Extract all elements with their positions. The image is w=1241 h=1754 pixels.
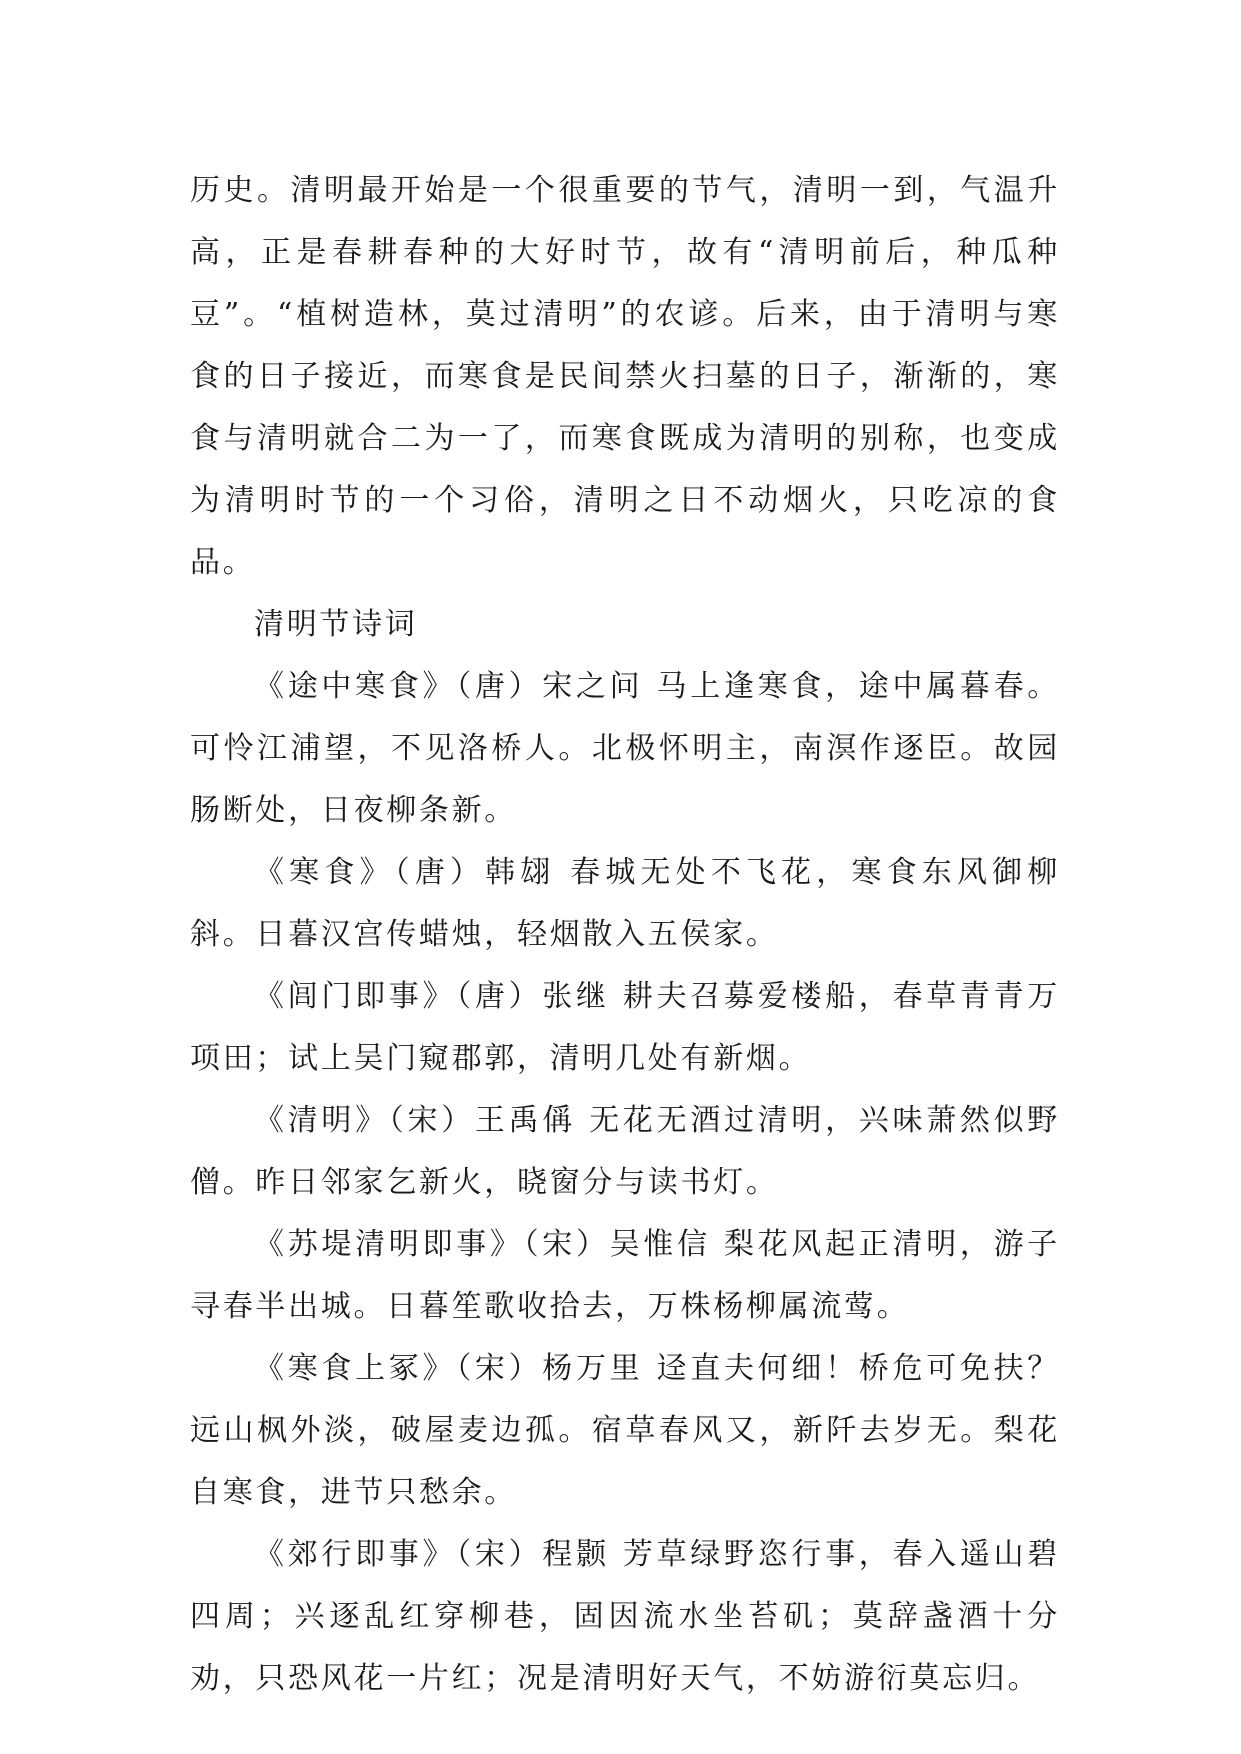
- poem-paragraph: 《寒食上冢》（宋）杨万里 迳直夫何细！桥危可免扶？远山枫外淡，破屋麦边孤。宿草春风又，新阡去岁无。梨花自寒食，进节只愁余。: [190, 1351, 1060, 1510]
- document-page: [190, 160, 1060, 1710]
- poem-paragraph: 《寒食》（唐）韩翃 春城无处不飞花，寒食东风御柳斜。日暮汉宫传蜡烛，轻烟散入五侯家。: [190, 855, 1060, 952]
- section-title: 清明节诗词: [254, 607, 418, 642]
- poem-paragraph: 《清明》（宋）王禹偁 无花无酒过清明，兴味萧然似野僧。昨日邻家乞新火，晓窗分与读书灯。: [190, 1103, 1060, 1200]
- poem-paragraph: 《郊行即事》（宋）程颢 芳草绿野恣行事，春入遥山碧四周；兴逐乱红穿柳巷，固因流水坐苔矶；莫辞盏酒十分劝，只恐风花一片红；况是清明好天气，不妨游衍莫忘归。: [190, 1537, 1060, 1696]
- intro-paragraph: 历史。清明最开始是一个很重要的节气，清明一到，气温升高，正是春耕春种的大好时节，故有“清明前后，种瓜种豆”。“植树造林，莫过清明”的农谚。后来，由于清明与寒食的日子接近，而寒食是民间禁火扫墓的日子，渐渐的，寒食与清明就合二为一了，而寒食既成为清明的别称，也变成为清明时节的一个习俗，清明之日不动烟火，只吃凉的食品。: [190, 173, 1060, 580]
- poem-paragraph: 《途中寒食》（唐）宋之问 马上逢寒食，途中属暮春。可怜江浦望，不见洛桥人。北极怀明主，南溟作逐臣。故园肠断处，日夜柳条新。: [190, 669, 1060, 828]
- poem-paragraph: 《闾门即事》（唐）张继 耕夫召募爱楼船，春草青青万项田；试上吴门窥郡郭，清明几处有新烟。: [190, 979, 1060, 1076]
- poem-paragraph: 《苏堤清明即事》（宋）吴惟信 梨花风起正清明，游子寻春半出城。日暮笙歌收拾去，万株杨柳属流莺。: [190, 1227, 1060, 1324]
